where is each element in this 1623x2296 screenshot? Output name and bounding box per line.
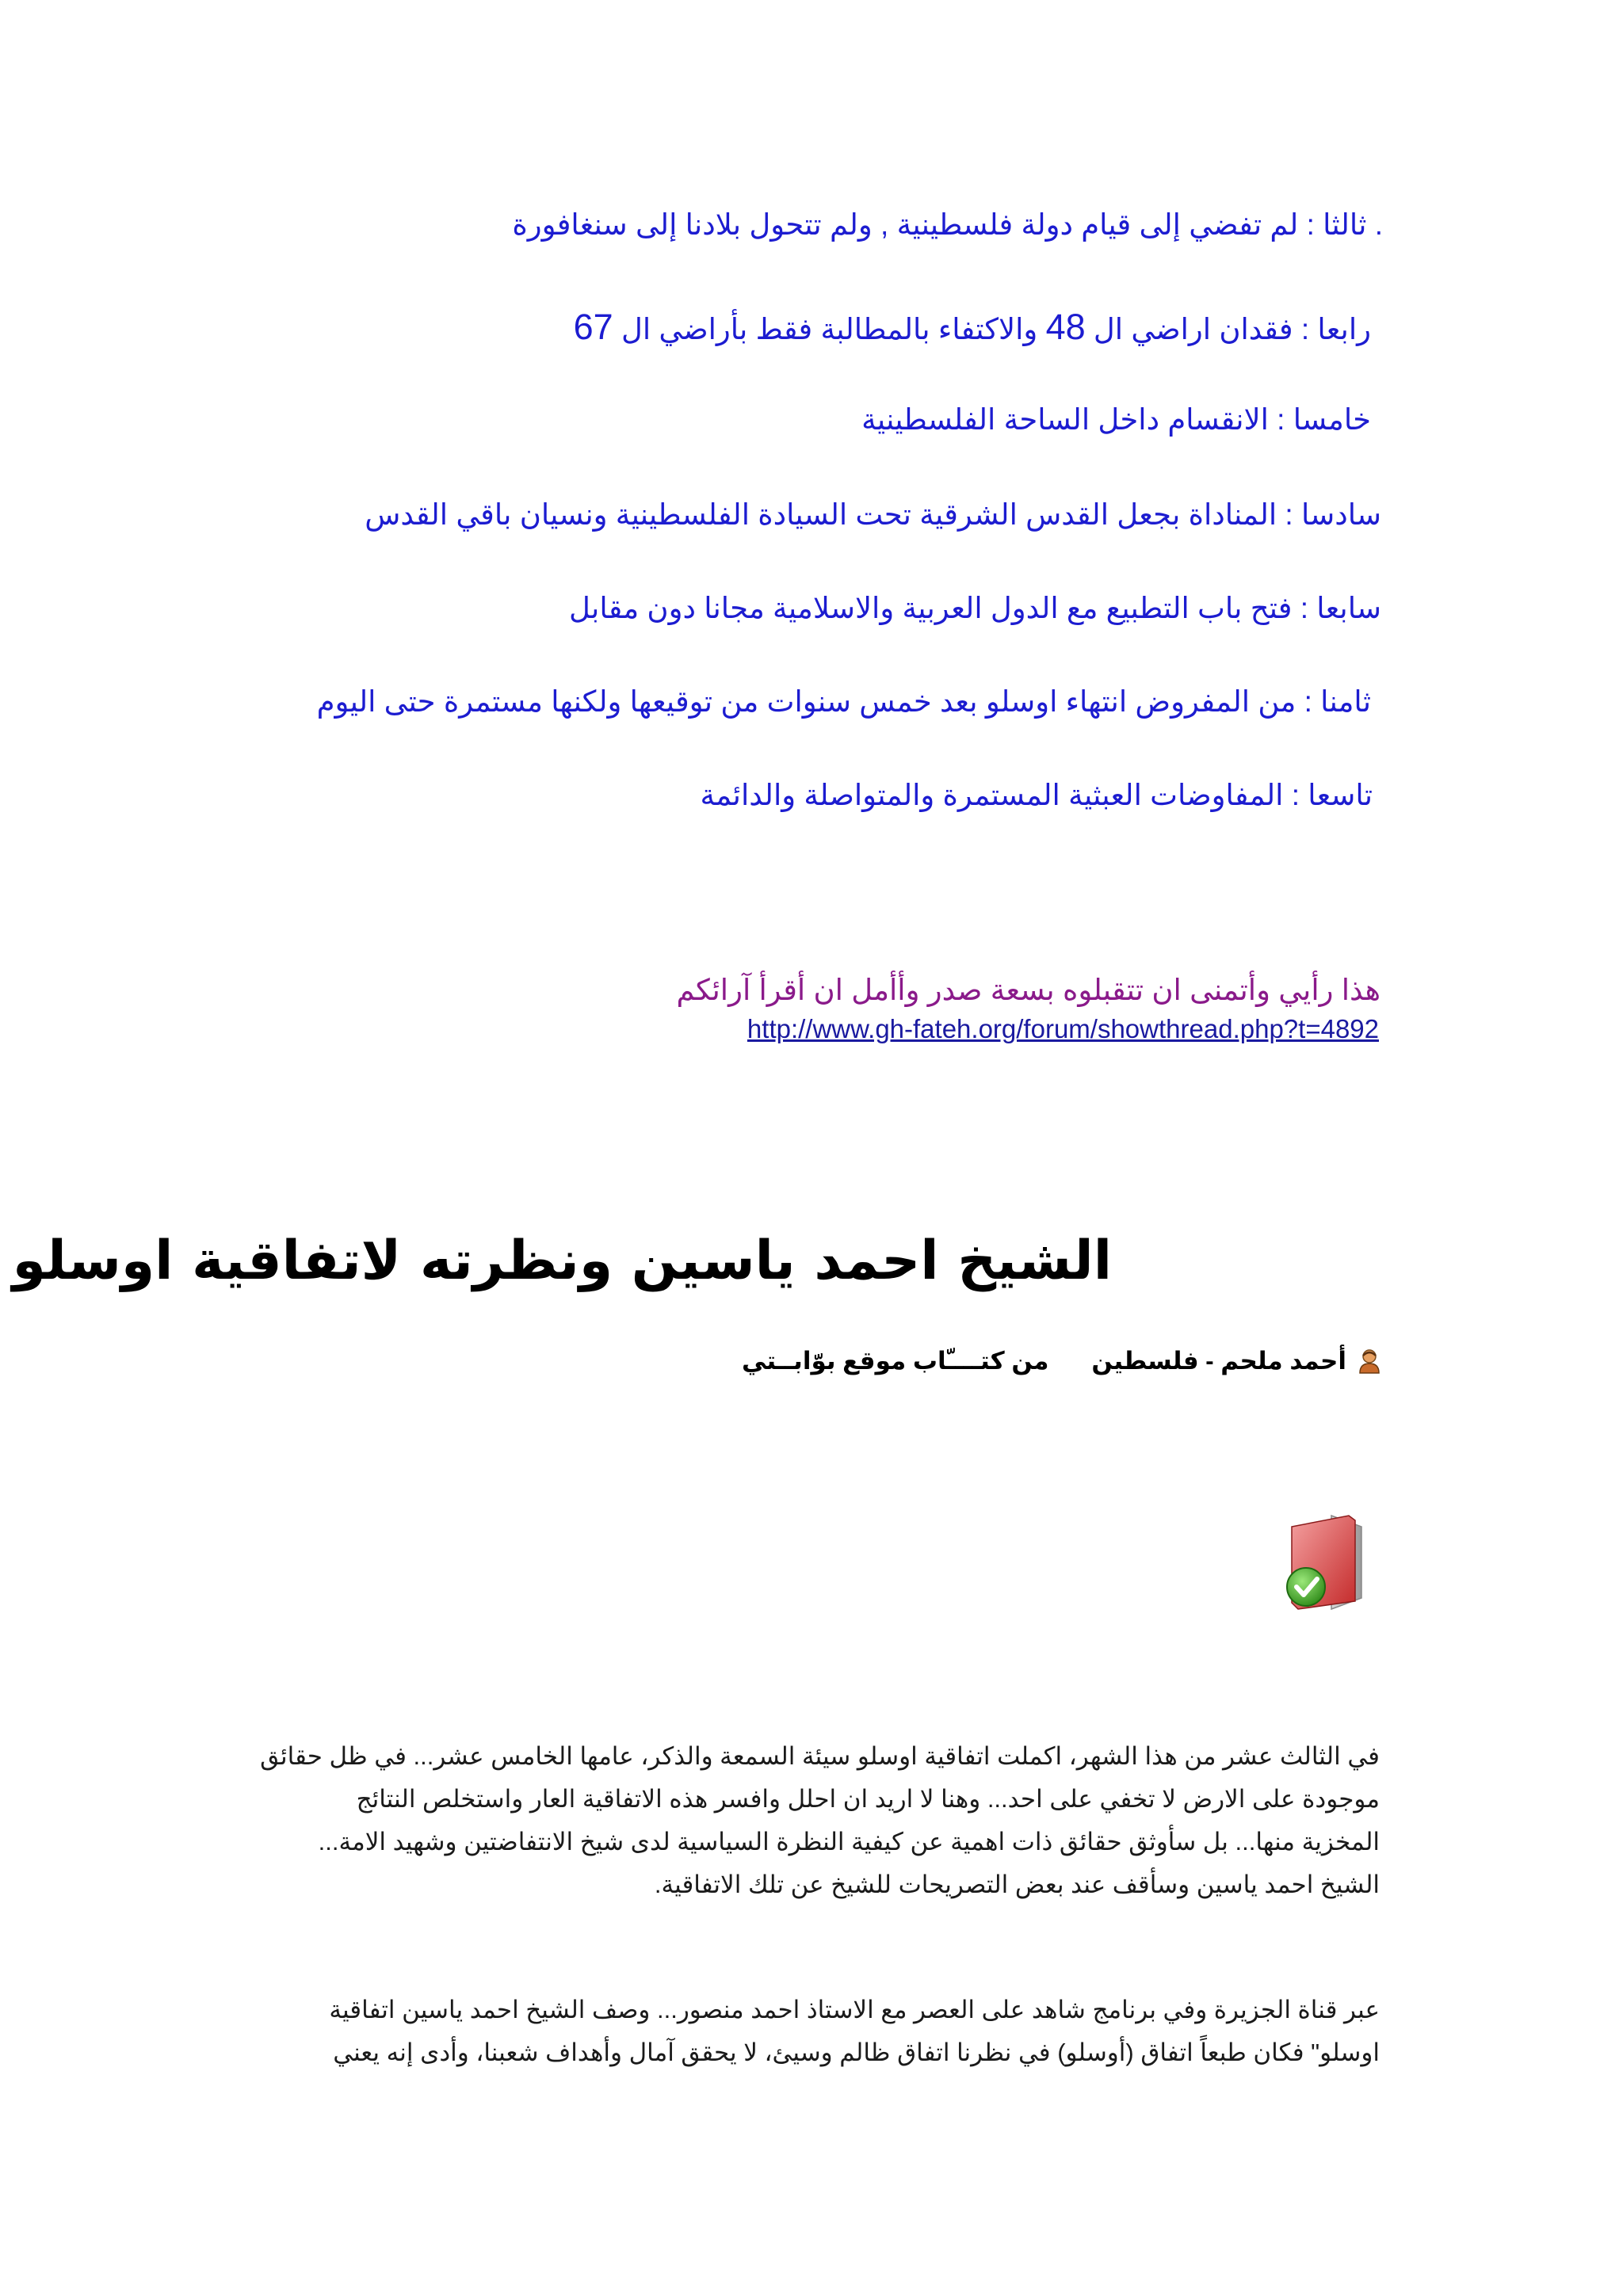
list-item-fourth-label: رابعا : فقدان اراضي ال <box>1093 313 1371 345</box>
list-item-fourth-mid: والاكتفاء بالمطالبة فقط بأراضي ال <box>621 313 1038 345</box>
list-item-fourth <box>574 306 1371 349</box>
paragraph-1-line: الشيخ احمد ياسين وسأقف عند بعض التصريحات للشيخ عن تلك الاتفاقية. <box>654 1871 1380 1898</box>
article-title: الشيخ احمد ياسين ونظرته لاتفاقية اوسلو <box>12 1230 1112 1292</box>
closing-note: هذا رأيي وأتمنى ان تتقبلوه بسعة صدر وأأمل ان أقرأ آرائكم <box>676 974 1381 1006</box>
list-item-sixth: سادسا : المناداة بجعل القدس الشرقية تحت السيادة الفلسطينية ونسيان باقي القدس <box>365 498 1381 531</box>
paragraph-1-line: المخزية منها... بل سأوثق حقائق ذات اهمية عن كيفية النظرة السياسية لدى شيخ الانتفاضتين وشهيد الامة... <box>318 1828 1380 1855</box>
author-byline <box>742 1347 1383 1375</box>
paragraph-1-line: في الثالث عشر من هذا الشهر، اكملت اتفاقية اوسلو سيئة السمعة والذكر، عامها الخامس عشر... في ظل حقائق <box>260 1742 1380 1770</box>
author-name: أحمد ملحم - فلسطين <box>1091 1347 1346 1375</box>
list-item-fourth-num-67: 67 <box>573 307 613 347</box>
list-item-seventh: سابعا : فتح باب التطبيع مع الدول العربية والاسلامية مجانا دون مقابل <box>569 592 1381 624</box>
list-item-eighth: ثامنا : من المفروض انتهاء اوسلو بعد خمس سنوات من توقيعها ولكنها مستمرة حتى اليوم <box>316 685 1371 718</box>
list-item-fourth-num-48: 48 <box>1045 307 1086 347</box>
paragraph-1-line: موجودة على الارض لا تخفي على احد... وهنا لا اريد ان احلل وافسر هذه الاتفاقية العار واستخلص النتائج <box>356 1785 1380 1813</box>
source-link[interactable]: http://www.gh-fateh.org/forum/showthread.php?t=4892 <box>747 1014 1379 1043</box>
paragraph-2-line: اوسلو" فكان طبعاً اتفاق (أوسلو) في نظرنا اتفاق ظالم وسيئ، لا يحقق آمال وأهداف شعبنا، وأدى إنه يعني <box>333 2039 1380 2066</box>
author-role: من كتــــّاب موقع بوّابــتي <box>741 1347 1049 1375</box>
folder-check-icon <box>1276 1509 1375 1612</box>
list-item-third: . ثالثا : لم تفضي إلى قيام دولة فلسطينية , ولم تتحول بلادنا إلى سنغافورة <box>512 208 1383 241</box>
list-item-fifth: خامسا : الانقسام داخل الساحة الفلسطينية <box>861 403 1371 436</box>
list-item-ninth: تاسعا : المفاوضات العبثية المستمرة والمتواصلة والدائمة <box>700 779 1373 811</box>
user-icon <box>1356 1348 1383 1375</box>
article-paragraph-2 <box>278 1989 1380 2074</box>
paragraph-2-line: عبر قناة الجزيرة وفي برنامج شاهد على العصر مع الاستاذ احمد منصور... وصف الشيخ احمد ياسين اتفاقية <box>329 1996 1380 2023</box>
article-paragraph-1 <box>260 1735 1380 1906</box>
